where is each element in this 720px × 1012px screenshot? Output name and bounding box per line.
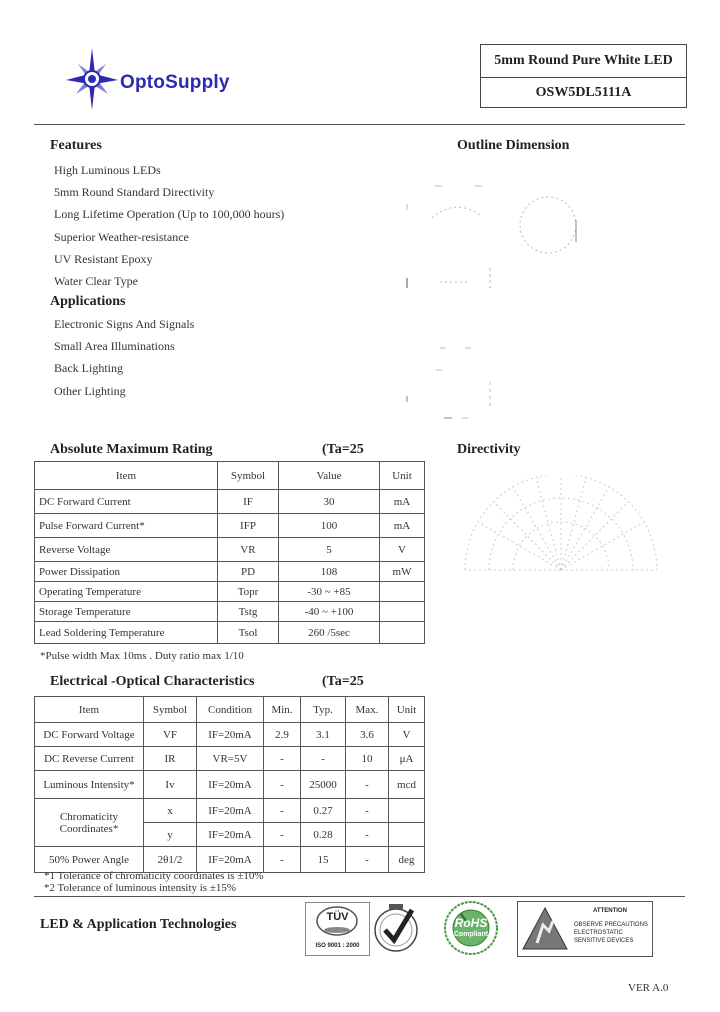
esd-attention-label: [517, 901, 653, 957]
table-cell: 5: [279, 538, 380, 562]
table-cell: IF=20mA: [197, 847, 264, 873]
rohs-compliant-label: Compliant: [453, 931, 489, 938]
header-cell: Condition: [197, 697, 264, 723]
table-cell: 15: [301, 847, 346, 873]
product-title: 5mm Round Pure White LED: [481, 45, 686, 78]
table-cell: Iv: [144, 771, 197, 799]
table-cell: Operating Temperature: [35, 582, 218, 602]
table-cell: [389, 799, 425, 823]
table-cell: 50% Power Angle: [35, 847, 144, 873]
table-cell: 3.6: [346, 723, 389, 747]
table-row: [35, 847, 425, 873]
table-row: [35, 562, 425, 582]
table-cell: 108: [279, 562, 380, 582]
table-cell: 100: [279, 514, 380, 538]
rohs-label: RoHS: [454, 916, 488, 930]
table-cell: 10: [346, 747, 389, 771]
electro-note: *2 Tolerance of luminous intensity is ±15%: [44, 882, 237, 894]
table-cell: mA: [380, 514, 425, 538]
table-cell: Topr: [218, 582, 279, 602]
table-row: [35, 538, 425, 562]
directivity-polar-diagram: [463, 475, 663, 575]
table-cell: DC Reverse Current: [35, 747, 144, 771]
electro-heading: Electrical -Optical Characteristics: [50, 674, 255, 689]
table-row: [35, 622, 425, 644]
table-cell: -40 ~ +100: [279, 602, 380, 622]
table-cell: -: [264, 823, 301, 847]
outline-heading: Outline Dimension: [457, 138, 570, 153]
version-label: VER A.0: [628, 982, 669, 994]
table-row: [35, 723, 425, 747]
electro-note: *1 Tolerance of chromaticity coordinates is ±10%: [44, 870, 264, 882]
table-cell: 0.28: [301, 823, 346, 847]
table-cell: [389, 823, 425, 847]
checkmark-seal-icon: [370, 902, 422, 954]
table-cell: VR=5V: [197, 747, 264, 771]
table-cell: VF: [144, 723, 197, 747]
electro-condition: (Ta=25: [322, 674, 364, 689]
table-cell: IR: [144, 747, 197, 771]
application-item: Electronic Signs And Signals: [54, 317, 195, 331]
table-cell: Pulse Forward Current*: [35, 514, 218, 538]
feature-item: High Luminous LEDs: [54, 163, 161, 177]
table-cell: IFP: [218, 514, 279, 538]
table-cell: 30: [279, 490, 380, 514]
brand-logo: [62, 48, 272, 112]
table-cell: DC Forward Current: [35, 490, 218, 514]
title-box: [480, 44, 687, 108]
iso-label: ISO 9001 : 2000: [315, 943, 360, 949]
directivity-heading: Directivity: [457, 442, 521, 457]
header-cell: Unit: [380, 462, 425, 490]
table-cell: mA: [380, 490, 425, 514]
table-cell: IF=20mA: [197, 771, 264, 799]
table-cell: Power Dissipation: [35, 562, 218, 582]
header-cell: Item: [35, 697, 144, 723]
table-row: [35, 747, 425, 771]
table-cell: mcd: [389, 771, 425, 799]
table-cell: -30 ~ +85: [279, 582, 380, 602]
table-cell: Luminous Intensity*: [35, 771, 144, 799]
header-cell: Symbol: [218, 462, 279, 490]
application-item: Small Area Illuminations: [54, 339, 175, 353]
applications-heading: Applications: [50, 294, 126, 309]
table-cell: [380, 622, 425, 644]
table-row: [35, 490, 425, 514]
application-item: Back Lighting: [54, 361, 123, 375]
table-cell: x: [144, 799, 197, 823]
rohs-certificate: [437, 900, 505, 956]
table-cell: -: [264, 747, 301, 771]
attention-line: SENSITIVE DEVICES: [574, 938, 634, 944]
table-cell: -: [346, 823, 389, 847]
table-cell: IF=20mA: [197, 723, 264, 747]
abs-max-heading: Absolute Maximum Rating: [50, 442, 213, 457]
table-cell: y: [144, 823, 197, 847]
header-cell: Symbol: [144, 697, 197, 723]
table-cell: 25000: [301, 771, 346, 799]
table-row: [35, 514, 425, 538]
attention-line: ELECTROSTATIC: [574, 930, 623, 936]
part-number: OSW5DL5111A: [535, 85, 632, 100]
footer-divider: [34, 896, 685, 897]
table-cell: V: [389, 723, 425, 747]
table-row: [35, 799, 425, 823]
table-cell: 0.27: [301, 799, 346, 823]
table-cell: VR: [218, 538, 279, 562]
tuv-label: TÜV: [326, 911, 349, 923]
feature-item: Water Clear Type: [54, 274, 138, 288]
table-cell: V: [380, 538, 425, 562]
table-cell: Chromaticity Coordinates*: [35, 799, 144, 847]
header-cell: Item: [35, 462, 218, 490]
header-cell: Value: [279, 462, 380, 490]
table-cell: -: [264, 847, 301, 873]
table-cell: IF=20mA: [197, 823, 264, 847]
esd-warning-icon: [521, 905, 569, 953]
header-divider: [34, 124, 685, 125]
table-cell: μA: [389, 747, 425, 771]
table-cell: [380, 602, 425, 622]
table-cell: 2.9: [264, 723, 301, 747]
features-heading: Features: [50, 138, 102, 153]
table-cell: [380, 582, 425, 602]
table-cell: Lead Soldering Temperature: [35, 622, 218, 644]
feature-item: Long Lifetime Operation (Up to 100,000 hours): [54, 207, 285, 221]
attention-title: ATTENTION: [593, 908, 627, 914]
table-cell: PD: [218, 562, 279, 582]
tuv-certificate: [305, 902, 370, 956]
table-cell: -: [346, 847, 389, 873]
outline-drawing: [400, 170, 600, 420]
table-cell: -: [301, 747, 346, 771]
table-cell: mW: [380, 562, 425, 582]
feature-item: UV Resistant Epoxy: [54, 252, 153, 266]
table-cell: Tstg: [218, 602, 279, 622]
tuv-seal-icon: [306, 903, 369, 943]
header-cell: Max.: [346, 697, 389, 723]
table-cell: deg: [389, 847, 425, 873]
abs-max-note: *Pulse width Max 10ms . Duty ratio max 1/10: [40, 650, 244, 662]
star-logo-icon: [62, 48, 122, 112]
table-cell: Storage Temperature: [35, 602, 218, 622]
header-cell: Min.: [264, 697, 301, 723]
table-cell: 2θ1/2: [144, 847, 197, 873]
table-cell: IF: [218, 490, 279, 514]
abs-max-condition: (Ta=25: [322, 442, 364, 457]
table-cell: -: [346, 771, 389, 799]
table-cell: 3.1: [301, 723, 346, 747]
brand-name: OptoSupply: [120, 72, 230, 93]
electro-table: [34, 696, 425, 873]
table-cell: DC Forward Voltage: [35, 723, 144, 747]
table-cell: -: [264, 771, 301, 799]
table-cell: Tsol: [218, 622, 279, 644]
table-cell: -: [346, 799, 389, 823]
header-cell: Typ.: [301, 697, 346, 723]
table-cell: Reverse Voltage: [35, 538, 218, 562]
table-cell: IF=20mA: [197, 799, 264, 823]
feature-item: 5mm Round Standard Directivity: [54, 185, 215, 199]
table-row: [35, 602, 425, 622]
table-cell: 260 /5sec: [279, 622, 380, 644]
attention-line: OBSERVE PRECAUTIONS: [574, 922, 648, 928]
table-cell: -: [264, 799, 301, 823]
header-cell: Unit: [389, 697, 425, 723]
checkmark-certificate: [370, 902, 422, 954]
table-row: [35, 582, 425, 602]
feature-item: Superior Weather-resistance: [54, 230, 189, 244]
application-item: Other Lighting: [54, 384, 126, 398]
table-row: [35, 771, 425, 799]
abs-max-table: [34, 461, 425, 644]
company-name: LED & Application Technologies: [40, 917, 237, 932]
